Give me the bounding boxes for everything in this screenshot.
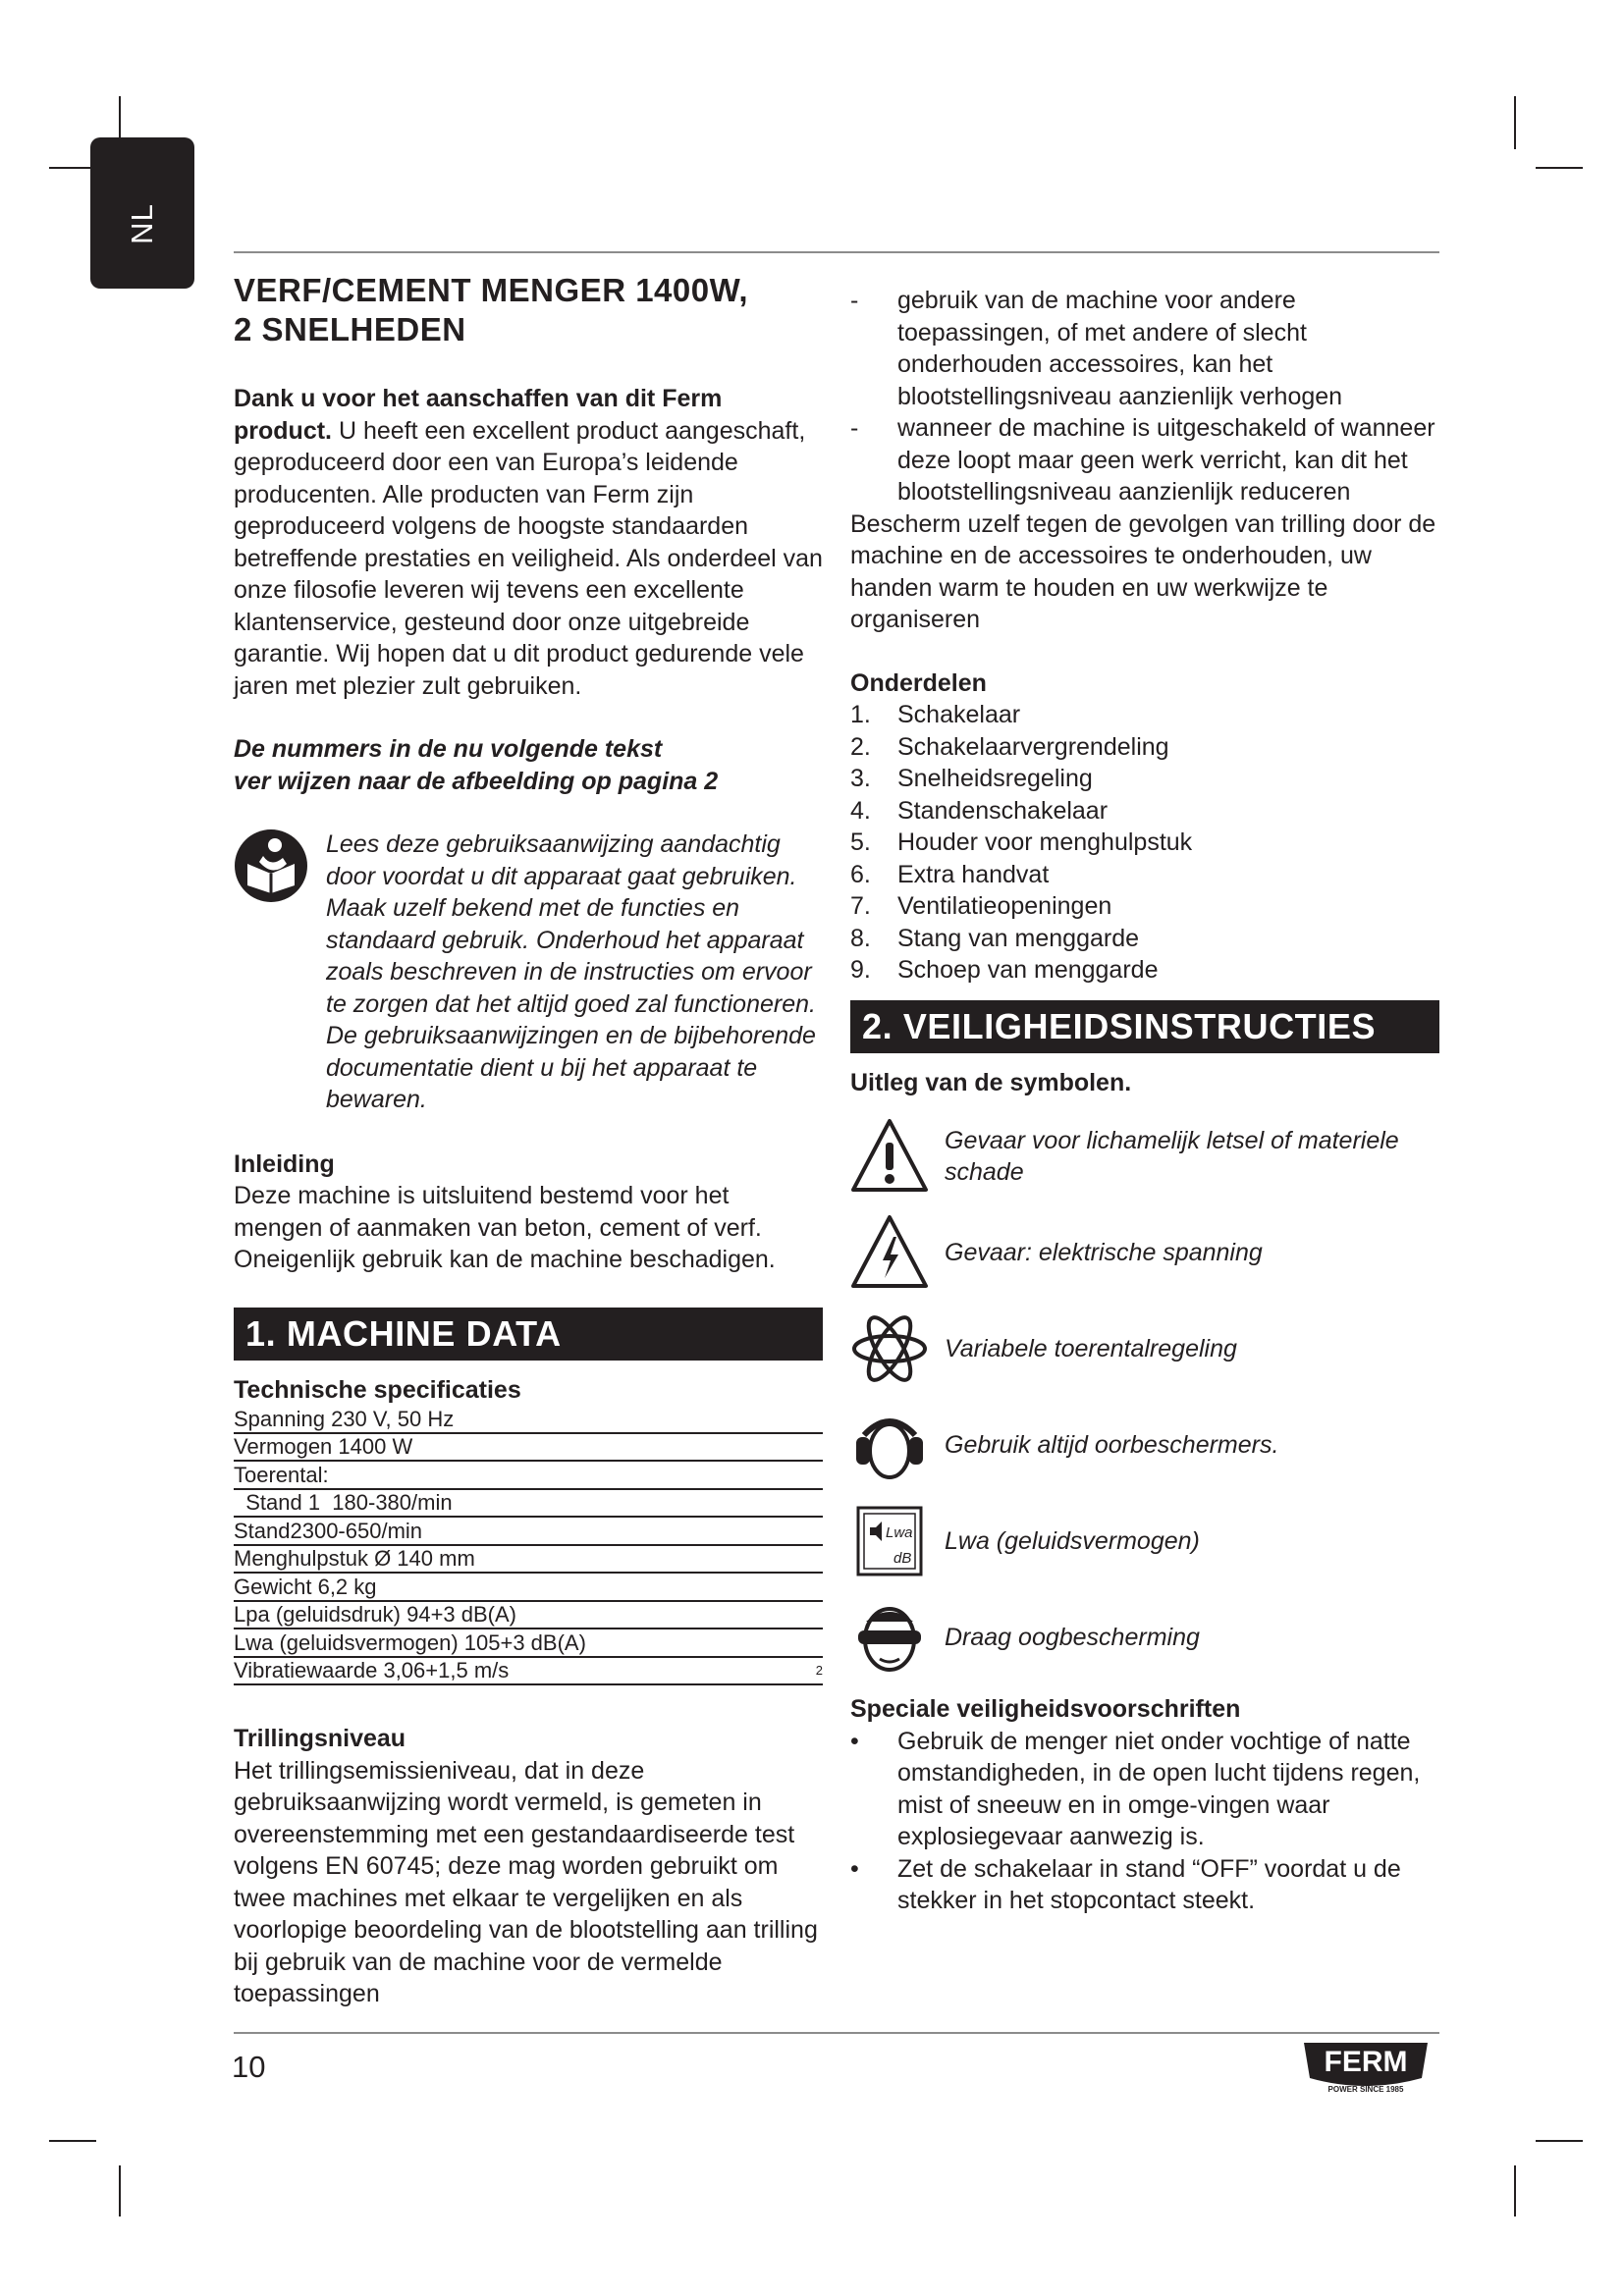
numbers-note-line-1: De nummers in de nu volgende tekst [234,735,663,763]
dash-item: - gebruik van de machine voor andere toepassingen, of met andere of slecht onderhouden accessoires, kan het blootstellingsniveau aanzienlijk verhogen [850,287,1343,410]
language-tab [90,137,194,289]
lwa-icon-label: Lwa [886,1524,913,1541]
ferm-logo [1294,2039,1437,2096]
part-item: 9. Schoep van menggarde [850,956,1159,984]
inleiding-text: Deze machine is uitsluitend bestemd voor het mengen of aanmaken van beton, cement of verf. Oneigenlijk gebruik kan de machine beschadigen. [234,1182,776,1273]
special-bullet-list [850,1726,1439,1917]
part-label: Ventilatieopeningen [897,892,1112,920]
part-label: Extra handvat [897,860,1050,888]
spec-row [234,1461,823,1489]
lwa-icon-unit: dB [893,1550,912,1567]
symbol-row [850,1397,1439,1493]
spec-row [234,1433,823,1462]
tech-spec-heading: Technische specificaties [234,1375,521,1404]
spec-cell: Toerental: [234,1461,823,1489]
spec-row [234,1573,823,1601]
symbol-row [850,1108,1439,1204]
warning-triangle-icon [850,1117,929,1196]
inleiding-heading: Inleiding [234,1149,335,1178]
crop-mark [1536,2140,1583,2142]
symbol-text: Gevaar: elektrische spanning [945,1238,1263,1266]
spec-unit-superscript: 2 [813,1657,823,1685]
sound-power-icon [850,1502,929,1580]
symbol-text: Gebruik altijd oorbeschermers. [945,1430,1279,1459]
crop-mark [1514,2165,1516,2216]
part-label: Snelheidsregeling [897,765,1093,792]
crop-mark [1514,96,1516,149]
logo-name: FERM [1324,2046,1408,2078]
crop-mark [1536,167,1583,169]
spec-cell: Vibratiewaarde 3,06+1,5 m/s [234,1657,813,1685]
crop-mark [49,167,96,169]
header-rule [234,251,1439,253]
machine-data-heading: 1. MACHINE DATA [234,1308,823,1361]
language-tab-label: NL [125,203,159,244]
symbol-row [850,1589,1439,1685]
symbol-text: Variabele toerentalregeling [945,1334,1237,1362]
spec-row [234,1406,823,1433]
title-line-2: 2 SNELHEDEN [234,311,466,347]
spec-row [234,1601,823,1629]
numbers-note [234,733,823,797]
dash-item-text: gebruik van de machine voor andere toepassingen, of met andere of slecht onderhouden accessoires, kan het blootstellingsniveau aanzienlijk verhogen [897,287,1343,410]
part-item: 8. Stang van menggarde [850,924,1140,952]
part-label: Schoep van menggarde [897,956,1159,984]
spec-cell: Gewicht 6,2 kg [234,1573,823,1601]
bullet-text: Gebruik de menger niet onder vochtige of natte omstandigheden, in de open lucht tijdens regen, mist of sneeuw en in omge-vingen waar explosiegevaar aanwezig is. [897,1727,1421,1850]
spec-table [234,1406,823,1685]
spec-cell: Stand2300-650/min [234,1517,823,1545]
spec-cell: Stand 1 180-380/min [234,1489,823,1518]
eye-protection-icon [850,1598,929,1677]
right-column [850,285,1439,1917]
spec-cell: Spanning 230 V, 50 Hz [234,1406,823,1433]
footer-rule [234,2032,1439,2034]
symbol-text: Draag oogbescherming [945,1623,1200,1651]
symbol-text: Lwa (geluidsvermogen) [945,1526,1200,1555]
part-item: 1. Schakelaar [850,701,1021,728]
spec-cell: Lpa (geluidsdruk) 94+3 dB(A) [234,1601,823,1629]
document-title [234,271,823,349]
ear-protection-icon [850,1406,929,1484]
safety-heading: 2. VEILIGHEIDSINSTRUCTIES [850,1000,1439,1053]
part-label: Stang van menggarde [897,924,1140,952]
spec-cell: Vermogen 1400 W [234,1433,823,1462]
parts-heading: Onderdelen [850,668,987,697]
crop-mark [119,2165,121,2216]
spec-row [234,1545,823,1574]
vibration-dash-list [850,285,1439,508]
numbers-note-line-2: ver wijzen naar de afbeelding op pagina 2 [234,767,719,795]
spec-cell: Lwa (geluidsvermogen) 105+3 dB(A) [234,1629,823,1657]
trilling-heading: Trillingsniveau [234,1725,406,1752]
protect-text: Bescherm uzelf tegen de gevolgen van trilling door de machine en de accessoires te onderhouden, uw handen warm te houden en uw werkwijze te organiseren [850,509,1436,633]
spec-row [234,1629,823,1657]
spec-row [234,1517,823,1545]
parts-list [850,699,1439,987]
part-item: 6. Extra handvat [850,860,1050,888]
part-label: Standenschakelaar [897,796,1109,825]
read-manual-icon [234,828,308,903]
intro-text: U heeft een excellent product aangeschaft, geproduceerd door een van Europa’s leidende producenten. Alle producten van Ferm zijn geproduceerd volgens de hoogste standaarden betreffende prestaties en veiligheid. Als onderdeel van onze filosofie leveren wij tevens een excellente klantenservice, gesteund door onze uitgebreide garantie. Wij hopen dat u dit product gedurende vele jaren met plezier zult gebruiken. [234,416,823,700]
dash-item: - wanneer de machine is uitgeschakeld of wanneer deze loopt maar geen werk verricht, kan dit het blootstellingsniveau aanzienlijk reduceren [850,414,1435,506]
crop-mark [49,2140,96,2142]
part-item: 7. Ventilatieopeningen [850,892,1112,920]
special-heading: Speciale veiligheidsvoorschriften [850,1695,1241,1723]
spec-cell: Menghulpstuk Ø 140 mm [234,1545,823,1574]
spec-row [234,1489,823,1518]
read-manual-block [234,828,823,1116]
read-manual-text: Lees deze gebruiksaanwijzing aandachtig door voordat u dit apparaat gaat gebruiken. Maak uzelf bekend met de functies en standaard gebruik. Onderhoud het apparaat zoals beschreven in de instructies om ervoor te zorgen dat het altijd goed zal functioneren. De gebruiksaanwijzingen en de bijbehorende documentatie dient u bij het apparaat te bewaren. [326,830,816,1113]
symbol-text: Gevaar voor lichamelijk letsel of materiele schade [945,1126,1399,1186]
title-line-1: VERF/CEMENT MENGER 1400W, [234,272,749,308]
electric-hazard-icon [850,1213,929,1292]
symbol-row [850,1493,1439,1589]
spec-row [234,1657,823,1685]
part-label: Houder voor menghulpstuk [897,828,1193,856]
part-item: 5. Houder voor menghulpstuk [850,828,1193,856]
bullet-text: Zet de schakelaar in stand “OFF” voordat u de stekker in het stopcontact steekt. [897,1854,1401,1914]
symbol-row [850,1301,1439,1397]
intro-bold: Dank u voor het aanschaffen van dit Ferm product. [234,385,723,445]
bullet-item: • Gebruik de menger niet onder vochtige of natte omstandigheden, in de open lucht tijdens regen, mist of sneeuw en in omge-vingen waar explosiegevaar aanwezig is. [850,1727,1421,1850]
symbols-heading: Uitleg van de symbolen. [850,1068,1132,1096]
dash-item-text: wanneer de machine is uitgeschakeld of wanneer deze loopt maar geen werk verricht, kan dit het blootstellingsniveau aanzienlijk reduceren [897,414,1435,506]
intro-paragraph [234,383,823,702]
part-item: 4. Standenschakelaar [850,796,1109,825]
part-label: Schakelaarvergrendeling [897,732,1169,761]
part-item: 2. Schakelaarvergrendeling [850,732,1169,761]
trilling-text: Het trillingsemissieniveau, dat in deze gebruiksaanwijzing wordt vermeld, is gemeten in overeenstemming met een gestandaardiseerde test volgens EN 60745; deze mag worden gebruikt om twee machines met elkaar te vergelijken en als voorlopige beoordeling van de blootstelling aan trilling bij gebruik van de machine voor de vermelde toepassingen [234,1756,818,2007]
bullet-item: • Zet de schakelaar in stand “OFF” voordat u de stekker in het stopcontact steekt. [850,1854,1401,1914]
variable-speed-icon [850,1309,929,1388]
symbol-row [850,1204,1439,1301]
left-column [234,271,823,2010]
part-item: 3. Snelheidsregeling [850,765,1093,792]
part-label: Schakelaar [897,701,1021,728]
page-number: 10 [232,2050,266,2084]
logo-tagline: POWER SINCE 1985 [1327,2085,1404,2094]
